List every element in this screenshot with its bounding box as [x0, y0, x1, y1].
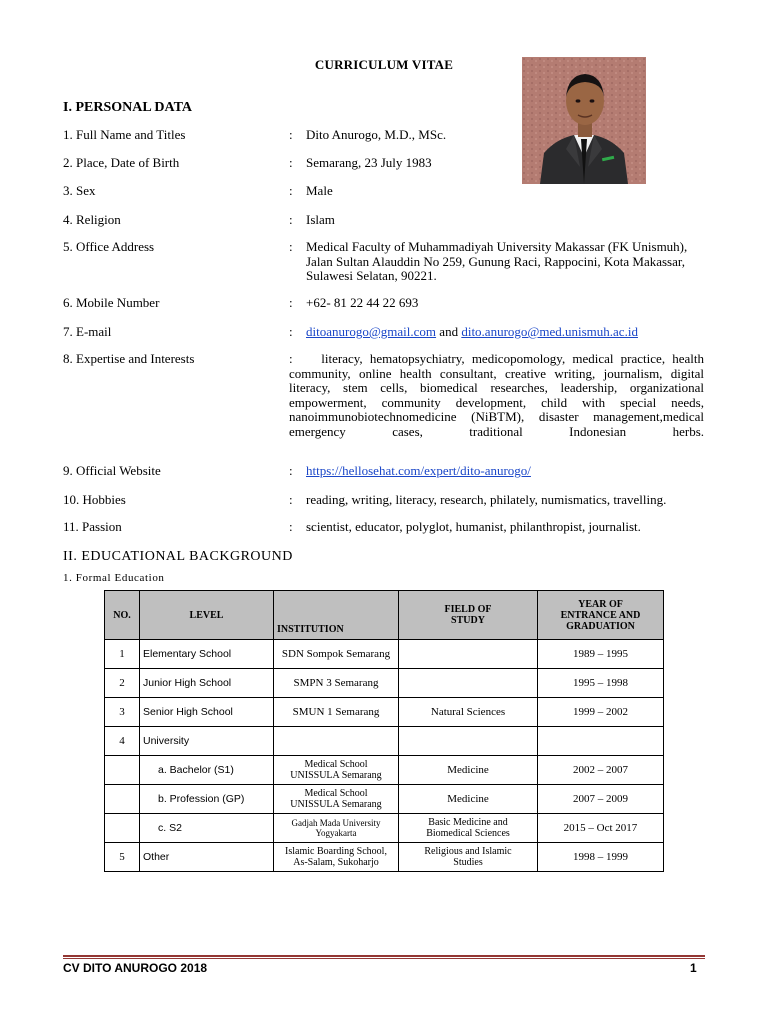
table-row [105, 785, 664, 814]
email-link-gmail[interactable]: ditoanurogo@gmail.com [306, 324, 437, 339]
colon: : [289, 155, 293, 170]
header-year-line2: ENTRANCE AND [560, 609, 641, 621]
cell-institution [274, 843, 399, 872]
colon: : [289, 239, 293, 254]
cell-no: 4 [105, 727, 140, 756]
personal-data-heading: I. PERSONAL DATA [63, 100, 193, 115]
cell-no: 3 [105, 698, 140, 727]
cell-level: b. Profession (GP) [140, 785, 274, 814]
passion-label: 11. Passion [63, 519, 122, 534]
table-header-row [105, 591, 664, 640]
cell-year: 1989 – 1995 [538, 640, 664, 669]
colon: : [289, 295, 293, 310]
email-label: 7. E-mail [63, 324, 112, 339]
colon: : [289, 519, 293, 534]
cell-level: a. Bachelor (S1) [140, 756, 274, 785]
table-row [105, 727, 664, 756]
expertise-label: 8. Expertise and Interests [63, 351, 195, 366]
cell-field: Medicine [399, 756, 538, 785]
colon: : [289, 127, 293, 142]
cell-no [105, 814, 140, 843]
header-year-line1: YEAR OF [578, 598, 623, 610]
cell-institution: SMUN 1 Semarang [274, 698, 399, 727]
footer-title: CV DITO ANUROGO 2018 [63, 961, 208, 975]
cell-year: 1995 – 1998 [538, 669, 664, 698]
cell-institution: SDN Sompok Semarang [274, 640, 399, 669]
institution-line1: Gadjah Mada University [291, 818, 381, 828]
cell-field: Natural Sciences [399, 698, 538, 727]
header-field [399, 591, 538, 640]
cell-level: Senior High School [140, 698, 274, 727]
footer-divider [63, 955, 705, 957]
header-level: LEVEL [140, 591, 274, 640]
footer-divider-thin [63, 958, 705, 959]
hobbies-label: 10. Hobbies [63, 492, 126, 507]
cell-year: 2015 – Oct 2017 [538, 814, 664, 843]
cell-no [105, 785, 140, 814]
cell-no: 2 [105, 669, 140, 698]
header-no: NO. [105, 591, 140, 640]
table-row [105, 756, 664, 785]
cell-level: c. S2 [140, 814, 274, 843]
header-field-line1: FIELD OF [444, 604, 492, 615]
colon: : [289, 492, 293, 507]
table-row [105, 843, 664, 872]
cell-level: Other [140, 843, 274, 872]
website-link[interactable]: https://hellosehat.com/expert/dito-anurogo/ [306, 463, 531, 478]
cell-field [399, 669, 538, 698]
cell-level: Junior High School [140, 669, 274, 698]
header-institution: INSTITUTION [274, 591, 399, 640]
header-year-line3: GRADUATION [566, 620, 635, 632]
field-line2: Biomedical Sciences [426, 828, 510, 839]
colon: : [289, 324, 293, 339]
header-field-line2: STUDY [451, 615, 485, 626]
cell-year: 1998 – 1999 [538, 843, 664, 872]
institution-line2: As-Salam, Sukoharjo [293, 857, 379, 868]
passion-value: scientist, educator, polyglot, humanist, philanthropist, journalist. [306, 519, 641, 534]
table-row [105, 669, 664, 698]
cell-institution [274, 785, 399, 814]
colon: : [289, 463, 293, 478]
colon: : [289, 212, 293, 227]
sex-label: 3. Sex [63, 183, 96, 198]
cell-year [538, 727, 664, 756]
cell-year: 2002 – 2007 [538, 756, 664, 785]
colon: : [289, 183, 293, 198]
cell-institution [274, 727, 399, 756]
website-label: 9. Official Website [63, 463, 161, 478]
institution-line2: UNISSULA Semarang [290, 770, 382, 781]
mobile-value: +62- 81 22 44 22 693 [306, 295, 419, 310]
cell-field [399, 843, 538, 872]
email-value [306, 325, 746, 340]
expertise-value: : literacy, hematopsychiatry, medicopomology, medical practice, health community, online health consultant, creative writing, journalism, digital literacy, stem cells, biomedical researches, leadership, organizational empowerment, community development, child with special needs, nanoimmunobiotechnomedicine (NiBTM), disaster management,medical emergency cases, traditional Indonesian herbs. [289, 351, 708, 439]
cell-field [399, 727, 538, 756]
institution-line2: Yogyakarta [315, 828, 357, 838]
mobile-label: 6. Mobile Number [63, 295, 160, 310]
cell-year: 1999 – 2002 [538, 698, 664, 727]
table-row [105, 814, 664, 843]
education-heading: II. EDUCATIONAL BACKGROUND [63, 549, 293, 564]
cell-no [105, 756, 140, 785]
birth-value: Semarang, 23 July 1983 [306, 155, 432, 170]
institution-line1: Islamic Boarding School, [285, 846, 387, 857]
field-line1: Religious and Islamic [424, 846, 512, 857]
education-table [104, 590, 664, 872]
formal-education-subheading: 1. Formal Education [63, 572, 165, 584]
page-number: 1 [690, 961, 697, 975]
email-conjunction: and [436, 324, 462, 339]
institution-line1: Medical School [304, 788, 368, 799]
header-year [538, 591, 664, 640]
cell-field [399, 814, 538, 843]
office-address-label: 5. Office Address [63, 239, 155, 254]
institution-line2: UNISSULA Semarang [290, 799, 382, 810]
email-link-unismuh[interactable]: dito.anurogo@med.unismuh.ac.id [461, 324, 638, 339]
cell-field: Medicine [399, 785, 538, 814]
table-row [105, 640, 664, 669]
document-title: CURRICULUM VITAE [314, 57, 454, 72]
field-line2: Studies [453, 857, 483, 868]
cell-field [399, 640, 538, 669]
cell-level: Elementary School [140, 640, 274, 669]
religion-label: 4. Religion [63, 212, 121, 227]
institution-line1: Medical School [304, 759, 368, 770]
full-name-label: 1. Full Name and Titles [63, 127, 186, 142]
full-name-value: Dito Anurogo, M.D., MSc. [306, 127, 447, 142]
field-line1: Basic Medicine and [428, 817, 508, 828]
cell-institution [274, 756, 399, 785]
table-row [105, 698, 664, 727]
cell-no: 5 [105, 843, 140, 872]
cell-institution [274, 814, 399, 843]
birth-label: 2. Place, Date of Birth [63, 155, 180, 170]
cell-level: University [140, 727, 274, 756]
office-address-value: Medical Faculty of Muhammadiyah University Makassar (FK Unismuh), Jalan Sultan Alauddin No 259, Gunung Raci, Rappocini, Kota Makassar, Sulawesi Selatan, 90221. [306, 239, 688, 283]
cell-year: 2007 – 2009 [538, 785, 664, 814]
sex-value: Male [306, 183, 333, 198]
cell-institution: SMPN 3 Semarang [274, 669, 399, 698]
cell-no: 1 [105, 640, 140, 669]
hobbies-value: reading, writing, literacy, research, philately, numismatics, travelling. [306, 492, 667, 507]
religion-value: Islam [306, 212, 335, 227]
